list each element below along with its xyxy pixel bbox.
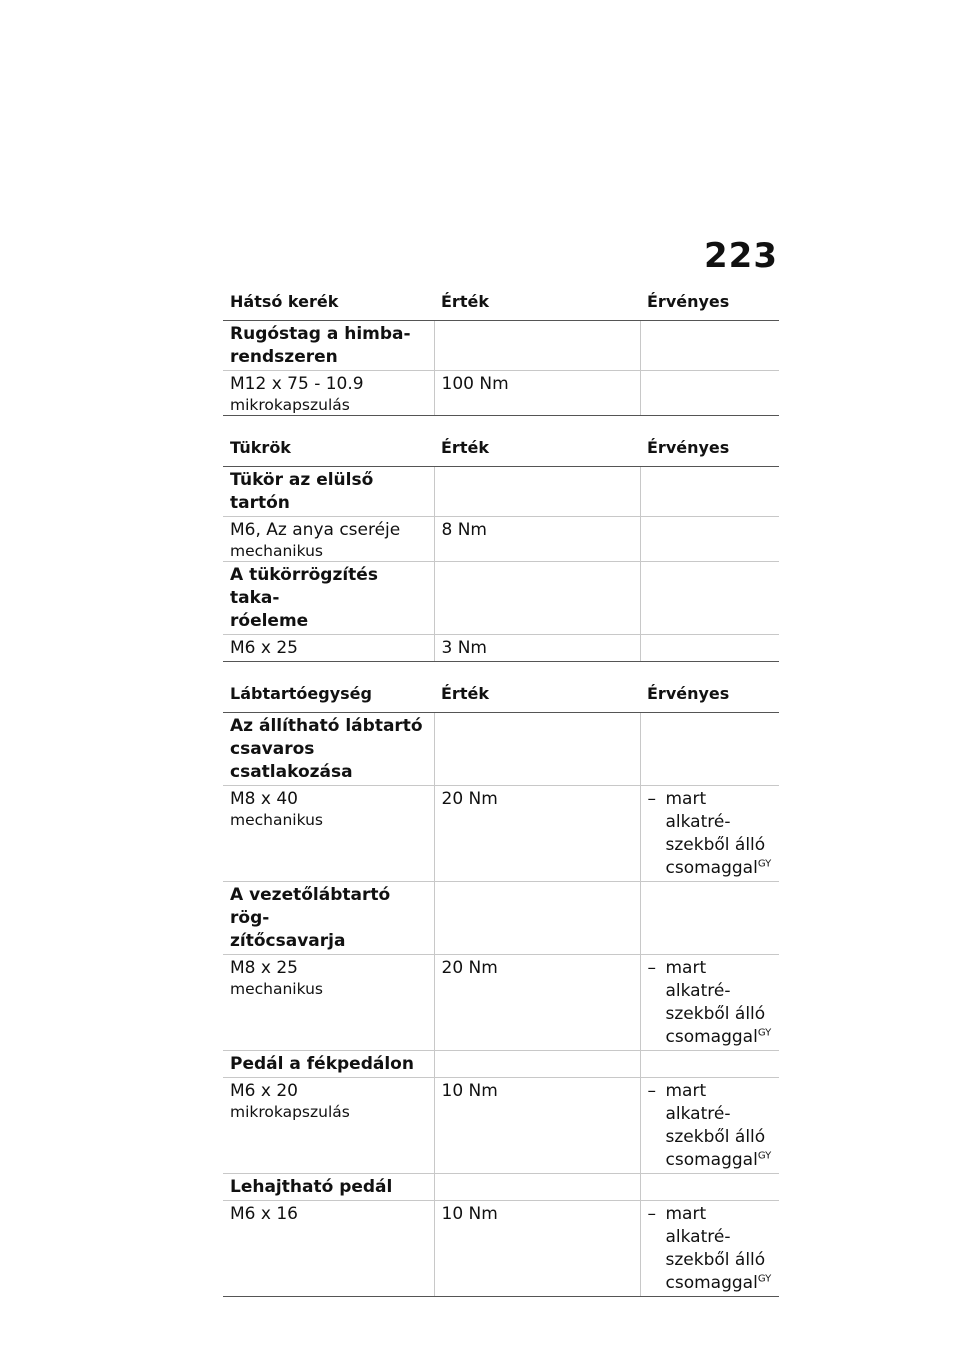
- component-title: Tükör az elülső tartón: [223, 467, 434, 517]
- fastener-detail: mikrokapszulás: [230, 396, 350, 414]
- fastener-spec: [223, 955, 434, 1051]
- torque-value: 20 Nm: [434, 786, 640, 882]
- fastener-size: M8 x 40: [230, 789, 298, 809]
- dash-glyph: –: [647, 1081, 656, 1101]
- empty-cell: [434, 1174, 640, 1201]
- component-title: Pedál a fékpedálon: [223, 1051, 434, 1078]
- fastener-spec: [223, 635, 434, 662]
- table-header-row: [223, 434, 779, 467]
- table-row: [223, 786, 779, 882]
- component-title: A tükörrögzítés taka- róeleme: [223, 562, 434, 635]
- empty-cell: [640, 321, 779, 371]
- component-row: [223, 882, 779, 955]
- validity-text: – mart alkatré- szekből álló csomaggal$^{GY}$: [647, 789, 772, 878]
- fastener-spec: [223, 371, 434, 416]
- fastener-size: M8 x 25: [230, 958, 298, 978]
- fastener-detail: mechanikus: [230, 542, 324, 560]
- section-spacer: [223, 416, 779, 434]
- table-row: [223, 1078, 779, 1174]
- column-header: Érték: [434, 288, 640, 321]
- dash-glyph: –: [647, 1204, 656, 1224]
- fastener-size: M6 x 25: [230, 638, 298, 658]
- component-title: Az állítható lábtartó csavaros csatlakozása: [223, 713, 434, 786]
- page-number: 223: [704, 236, 778, 276]
- component-row: [223, 562, 779, 635]
- validity-superscript: GY: [757, 1273, 772, 1285]
- fastener-detail: mechanikus: [230, 980, 324, 998]
- fastener-detail: mikrokapszulás: [230, 1103, 350, 1121]
- fastener-size: M6 x 16: [230, 1204, 298, 1224]
- validity-superscript: GY: [757, 1150, 772, 1162]
- validity-cell: [640, 1078, 779, 1174]
- torque-value: 100 Nm: [434, 371, 640, 416]
- spec-table: [223, 288, 779, 416]
- fastener-spec: [223, 786, 434, 882]
- column-header: Érvényes: [640, 680, 779, 713]
- column-header: Hátsó kerék: [223, 288, 434, 321]
- fastener-size: M6 x 20: [230, 1081, 298, 1101]
- empty-cell: [434, 713, 640, 786]
- spec-table: [223, 434, 779, 662]
- section-spacer: [223, 662, 779, 680]
- component-title: Rugóstag a himba- rendszeren: [223, 321, 434, 371]
- component-row: [223, 713, 779, 786]
- column-header: Tükrök: [223, 434, 434, 467]
- table-row: [223, 371, 779, 416]
- empty-cell: [434, 467, 640, 517]
- validity-superscript: GY: [757, 1027, 772, 1039]
- table-header-row: [223, 680, 779, 713]
- dash-glyph: –: [647, 958, 656, 978]
- validity-cell: [640, 955, 779, 1051]
- empty-cell: [434, 321, 640, 371]
- empty-cell: [640, 713, 779, 786]
- fastener-spec: [223, 1201, 434, 1297]
- torque-value: 20 Nm: [434, 955, 640, 1051]
- table-header-row: [223, 288, 779, 321]
- component-title: A vezetőlábtartó rög- zítőcsavarja: [223, 882, 434, 955]
- empty-cell: [434, 1051, 640, 1078]
- validity-cell: [640, 371, 779, 416]
- torque-value: 10 Nm: [434, 1201, 640, 1297]
- torque-value: 3 Nm: [434, 635, 640, 662]
- table-row: [223, 1201, 779, 1297]
- empty-cell: [434, 882, 640, 955]
- column-header: Érvényes: [640, 288, 779, 321]
- fastener-detail: mechanikus: [230, 811, 324, 829]
- torque-spec-tables: [223, 288, 779, 1297]
- column-header: Lábtartóegység: [223, 680, 434, 713]
- validity-text: – mart alkatré- szekből álló csomaggal$^{GY}$: [647, 1081, 772, 1170]
- validity-cell: [640, 517, 779, 562]
- fastener-size: M12 x 75 - 10.9: [230, 374, 364, 394]
- column-header: Érték: [434, 434, 640, 467]
- validity-cell: [640, 1201, 779, 1297]
- validity-text: – mart alkatré- szekből álló csomaggal$^{GY}$: [647, 958, 772, 1047]
- empty-cell: [640, 467, 779, 517]
- validity-text: – mart alkatré- szekből álló csomaggal$^{GY}$: [647, 1204, 772, 1293]
- validity-cell: [640, 635, 779, 662]
- table-row: [223, 955, 779, 1051]
- component-row: [223, 1174, 779, 1201]
- empty-cell: [640, 1174, 779, 1201]
- empty-cell: [640, 562, 779, 635]
- empty-cell: [640, 882, 779, 955]
- torque-value: 10 Nm: [434, 1078, 640, 1174]
- empty-cell: [434, 562, 640, 635]
- fastener-spec: [223, 517, 434, 562]
- fastener-size: M6, Az anya cseréje: [230, 520, 401, 540]
- column-header: Érték: [434, 680, 640, 713]
- column-header: Érvényes: [640, 434, 779, 467]
- dash-glyph: –: [647, 789, 656, 809]
- validity-superscript: GY: [757, 858, 772, 870]
- validity-cell: [640, 786, 779, 882]
- torque-value: 8 Nm: [434, 517, 640, 562]
- empty-cell: [640, 1051, 779, 1078]
- component-row: [223, 467, 779, 517]
- component-row: [223, 1051, 779, 1078]
- table-row: [223, 517, 779, 562]
- component-row: [223, 321, 779, 371]
- spec-table: [223, 680, 779, 1297]
- table-row: [223, 635, 779, 662]
- component-title: Lehajtható pedál: [223, 1174, 434, 1201]
- fastener-spec: [223, 1078, 434, 1174]
